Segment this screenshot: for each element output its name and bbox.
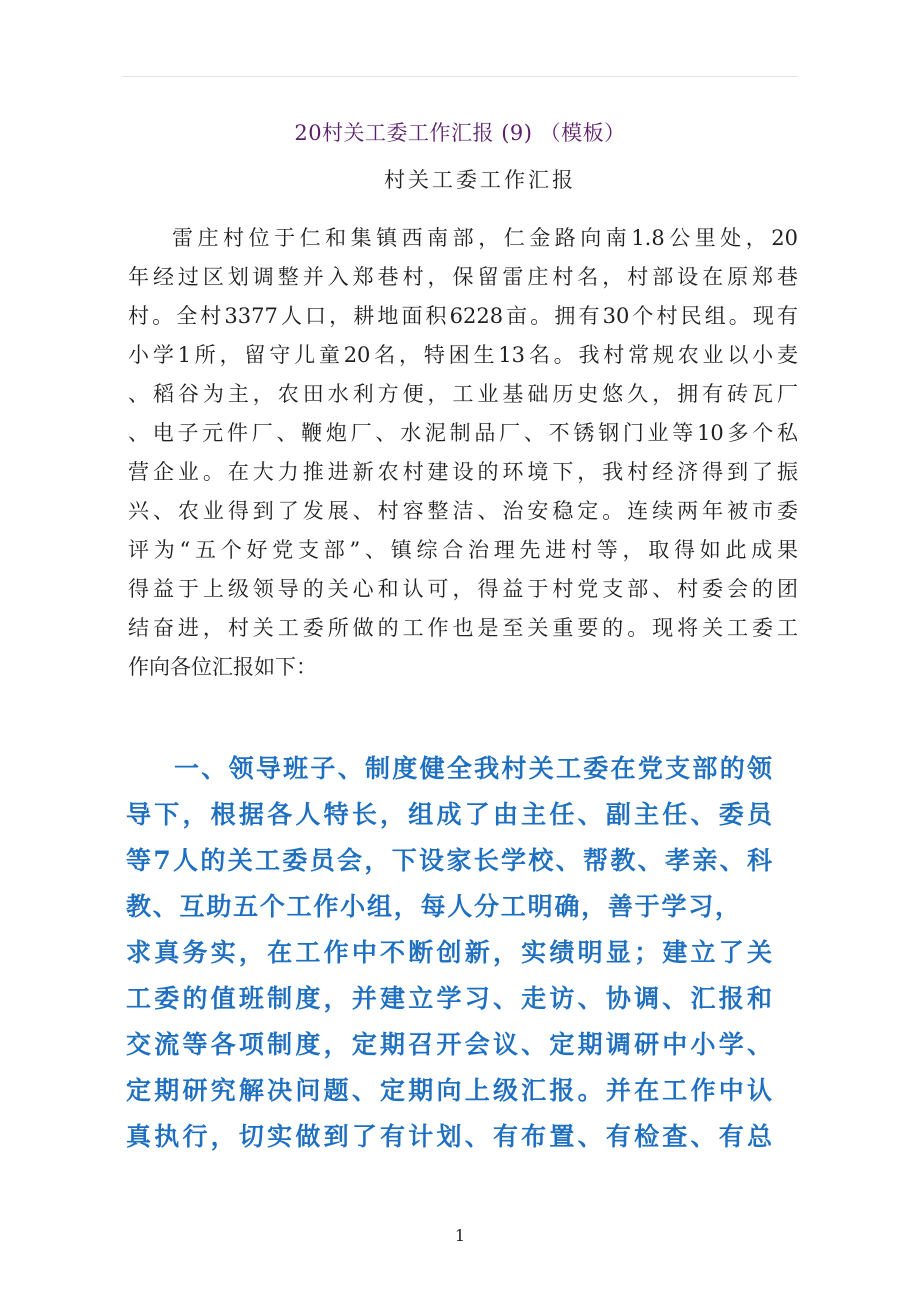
section-one-paragraph bbox=[126, 746, 772, 1160]
document-subtitle: 村关工委工作汇报 bbox=[384, 168, 576, 192]
section-line: 一、领导班子、制度健全我村关工委在党支部的领 bbox=[174, 754, 772, 783]
intro-line: 作向各位汇报如下： bbox=[128, 655, 317, 679]
intro-line: 、电子元件厂、鞭炮厂、水泥制品厂、不锈钢门业等10多个私 bbox=[128, 421, 798, 445]
intro-paragraph bbox=[128, 219, 798, 687]
intro-line: 结奋进，村关工委所做的工作也是至关重要的。现将关工委工 bbox=[128, 616, 798, 640]
header-divider bbox=[122, 76, 798, 77]
section-line: 导下，根据各人特长，组成了由主任、副主任、委员 bbox=[126, 800, 772, 829]
section-line: 交流等各项制度，定期召开会议、定期调研中小学、 bbox=[126, 1030, 772, 1059]
section-line: 等7人的关工委员会，下设家长学校、帮教、孝亲、科 bbox=[126, 846, 772, 875]
section-line: 真执行，切实做到了有计划、有布置、有检查、有总 bbox=[126, 1122, 772, 1151]
intro-line: 评为“五个好党支部”、镇综合治理先进村等，取得如此成果 bbox=[128, 538, 798, 562]
section-line: 定期研究解决问题、定期向上级汇报。并在工作中认 bbox=[126, 1076, 772, 1105]
intro-line: 营企业。在大力推进新农村建设的环境下，我村经济得到了振 bbox=[128, 460, 798, 484]
page-number: 1 bbox=[454, 1226, 466, 1245]
section-line: 教、互助五个工作小组，每人分工明确，善于学习， bbox=[126, 892, 740, 921]
section-line: 工委的值班制度，并建立学习、走访、协调、汇报和 bbox=[126, 984, 772, 1013]
section-line: 求真务实，在工作中不断创新，实绩明显；建立了关 bbox=[126, 938, 772, 967]
intro-line: 雷庄村位于仁和集镇西南部，仁金路向南1.8公里处，20 bbox=[172, 226, 798, 250]
intro-line: 村。全村3377人口，耕地面积6228亩。拥有30个村民组。现有 bbox=[128, 304, 798, 328]
intro-line: 兴、农业得到了发展、村容整洁、治安稳定。连续两年被市委 bbox=[128, 499, 798, 523]
intro-line: 得益于上级领导的关心和认可，得益于村党支部、村委会的团 bbox=[128, 577, 798, 601]
intro-line: 、稻谷为主，农田水利方便，工业基础历史悠久，拥有砖瓦厂 bbox=[128, 382, 798, 406]
intro-line: 年经过区划调整并入郑巷村，保留雷庄村名，村部设在原郑巷 bbox=[128, 265, 798, 289]
document-title: 20村关工委工作汇报 (9) （模板） bbox=[294, 121, 626, 145]
intro-line: 小学1所，留守儿童20名，特困生13名。我村常规农业以小麦 bbox=[128, 343, 798, 367]
